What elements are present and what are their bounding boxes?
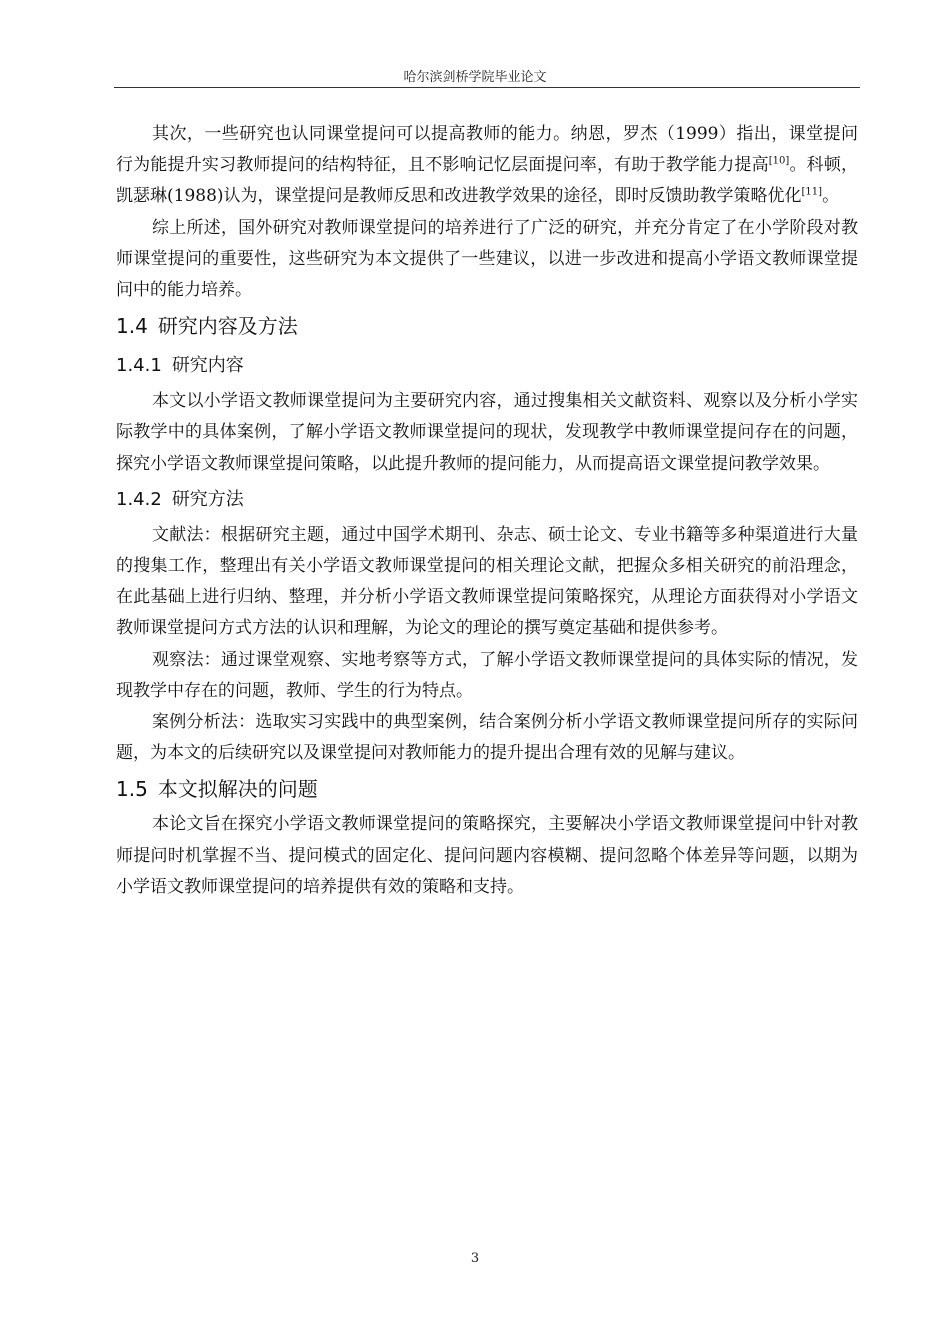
paragraph-research-content: 本文以小学语文教师课堂提问为主要研究内容，通过搜集相关文献资料、观察以及分析小学实际教学中的具体案例，了解小学语文教师课堂提问的现状，发现教学中教师课堂提问存在的问题，探究小学语文教师课堂提问策略，以此提升教师的提问能力，从而提高语文课堂提问教学效果。 <box>116 391 858 474</box>
heading-1-5 <box>116 769 858 809</box>
heading-1-4 <box>116 306 858 346</box>
citation-ref-11: [11] <box>801 186 823 198</box>
paragraph-summary: 综上所述，国外研究对教师课堂提问的培养进行了广泛的研究，并充分肯定了在小学阶段对教师课堂提问的重要性，这些研究为本文提供了一些建议，以进一步改进和提高小学语文教师课堂提问中的能力培养。 <box>116 217 858 301</box>
heading-number: 1.4.1 <box>116 355 162 377</box>
paragraph-text: 。科顿，凯瑟琳(1988)认为，课堂提问是教师反思和改进教学效果的途径，即时反馈助教学策略优化 <box>116 155 859 207</box>
heading-number: 1.4.2 <box>116 488 162 510</box>
heading-1-4-2 <box>116 480 858 520</box>
paragraph-literature-method: 文献法：根据研究主题，通过中国学术期刊、杂志、硕士论文、专业书籍等多种渠道进行大量的搜集工作，整理出有关小学语文教师课堂提问的相关理论文献，把握众多相关研究的前沿理念，在此基础上进行归纳、整理，并分析小学语文教师课堂提问策略探究，从理论方面获得对小学语文教师课堂提问方式方法的认识和理解，为论文的理论的撰写奠定基础和提供参考。 <box>116 524 858 639</box>
heading-number: 1.4 <box>116 314 148 339</box>
page-body <box>116 119 858 903</box>
running-header-title: 哈尔滨剑桥学院毕业论文 <box>403 70 547 85</box>
paragraph-intro-continuation <box>116 119 858 213</box>
paragraph-problems-to-solve: 本论文旨在探究小学语文教师课堂提问的策略探究，主要解决小学语文教师课堂提问中针对教师提问时机掌握不当、提问模式的固定化、提问问题内容模糊、提问忽略个体差异等问题，以期为小学语文教师课堂提问的培养提供有效的策略和支持。 <box>116 814 858 897</box>
paragraph-observation-method: 观察法：通过课堂观察、实地考察等方式，了解小学语文教师课堂提问的具体实际的情况，发现教学中存在的问题，教师、学生的行为特点。 <box>116 649 858 701</box>
header-divider <box>114 87 860 88</box>
heading-title: 研究内容 <box>171 355 244 377</box>
heading-title: 研究方法 <box>171 488 244 510</box>
paragraph-text: 其次，一些研究也认同课堂提问可以提高教师的能力。纳恩，罗杰（1999）指出，课堂提问行为能提升实习教师提问的结构特征，且不影响记忆层面提问率，有助于教学能力提高 <box>116 124 858 176</box>
page-number: 3 <box>470 1251 480 1266</box>
heading-1-4-1 <box>116 346 858 386</box>
heading-number: 1.5 <box>116 777 148 802</box>
paragraph-text: 。 <box>822 186 840 207</box>
heading-title: 本文拟解决的问题 <box>157 777 318 802</box>
citation-ref-10: [10] <box>768 155 790 167</box>
heading-title: 研究内容及方法 <box>157 314 298 339</box>
paragraph-case-analysis-method: 案例分析法：选取实习实践中的典型案例，结合案例分析小学语文教师课堂提问所存的实际问题，为本文的后续研究以及课堂提问对教师能力的提升提出合理有效的见解与建议。 <box>116 712 858 764</box>
